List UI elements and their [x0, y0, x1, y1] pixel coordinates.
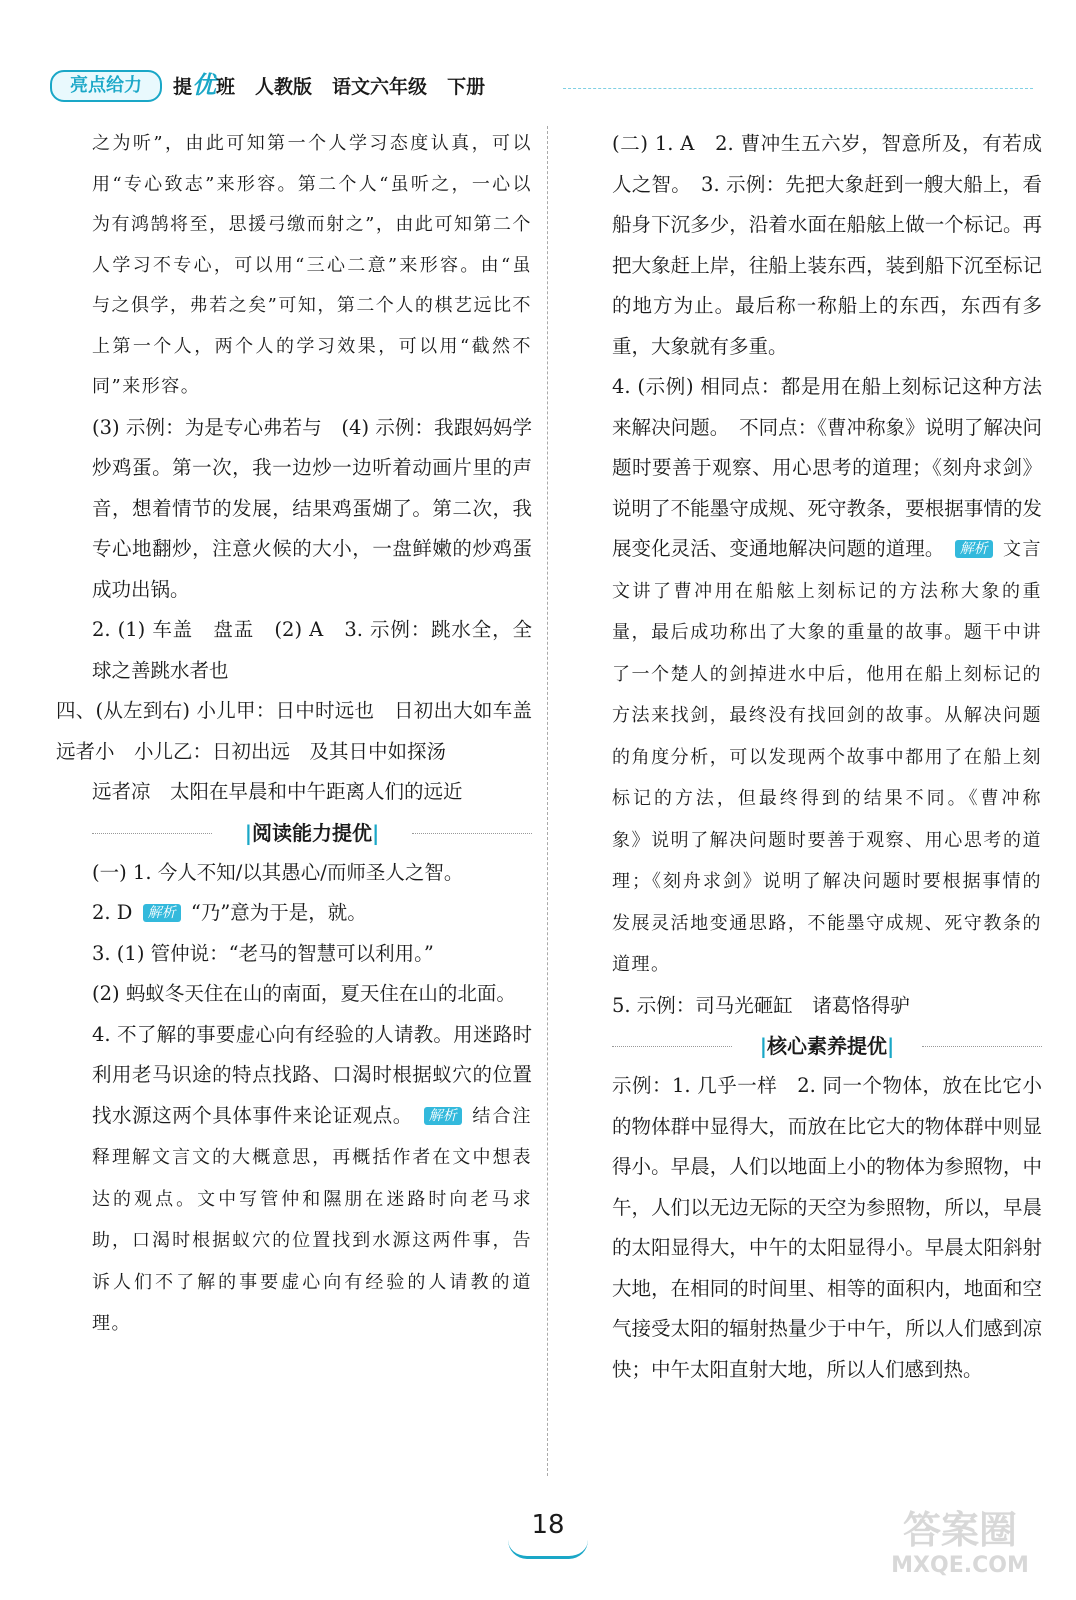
watermark-url: MXQE.COM	[891, 1553, 1029, 1578]
left-column	[56, 124, 552, 1345]
site-watermark	[870, 1508, 1050, 1588]
page-number: 18	[531, 1510, 565, 1540]
answer-paragraph	[92, 893, 532, 934]
volume-label: 下册	[447, 76, 486, 98]
right-column	[612, 124, 1042, 1390]
page-header	[48, 66, 1038, 106]
series-logo: 亮点给力	[50, 70, 162, 102]
analysis-tag: 解析	[143, 904, 181, 922]
analysis-text: “乃”意为于是，就。	[190, 901, 367, 924]
answer-text: 4. 不了解的事要虚心向有经验的人请教。用迷路时利用老马识途的特点找路、口渴时根据蚁穴的位置找水源这两个具体事件来论证观点。	[92, 1022, 532, 1127]
answer-paragraph	[612, 367, 1042, 986]
answer-paragraph: 5. 示例：司马光砸缸 诸葛恪得驴	[612, 993, 910, 1017]
answer-paragraph: 四、(从左到右) 小儿甲：日中时远也 日初出大如车盖 远者小 小儿乙：日初出远 及其日中如探汤	[56, 699, 552, 763]
column-divider	[547, 126, 548, 1476]
section-title: 核心素养提优	[767, 1034, 887, 1058]
analysis-tag: 解析	[424, 1107, 462, 1125]
brand-part-1: 提	[173, 76, 193, 98]
answer-paragraph: (3) 示例：为是专心弗若与 (4) 示例：我跟妈妈学炒鸡蛋。第一次，我一边炒一边听着动画片里的声音，想着情节的发展，结果鸡蛋煳了。第二次，我专心地翻炒，注意火候的大小，一盘鲜嫩的炒鸡蛋成功出锅。	[92, 415, 532, 601]
header-rule	[563, 88, 1033, 89]
analysis-tag: 解析	[955, 540, 993, 558]
brand-part-3: 班	[216, 76, 236, 98]
answer-paragraph: (二) 1. A 2. 曹冲生五六岁，智意所及，有若成人之智。 3. 示例：先把大象赶到一艘大船上，看船身下沉多少，沿着水面在船舷上做一个标记。再把大象赶上岸，往船上装东西，装到船下沉至标记的地方为止。最后称一称船上的东西，东西有多重，大象就有多重。	[612, 132, 1042, 358]
answer-text: 2. D	[92, 901, 133, 924]
answer-paragraph: 2. (1) 车盖 盘盂 (2) A 3. 示例：跳水全，全球之善跳水者也	[92, 618, 532, 682]
answer-paragraph: 示例：1. 几乎一样 2. 同一个物体，放在比它小的物体群中显得大，而放在比它大的物体群中则显得小。早晨，人们以地面上小的物体为参照物，中午，人们以无边无际的天空为参照物，所以，早晨的太阳显得大，中午的太阳显得小。早晨太阳斜射大地，在相同的时间里、相等的面积内，地面和空气接受太阳的辐射热量少于中午，所以人们感到凉快；中午太阳直射大地，所以人们感到热。	[612, 1074, 1042, 1381]
section-heading: |核心素养提优|	[612, 1026, 1042, 1066]
answer-paragraph	[92, 1015, 532, 1345]
answer-paragraph: 之为听”，由此可知第一个人学习态度认真，可以用“专心致志”来形容。第二个人“虽听之，一心以为有鸿鹄将至，思援弓缴而射之”，由此可知第二个人学习不专心，可以用“三心二意”来形容。由“虽与之俱学，弗若之矣”可知，第二个人的棋艺远比不上第一个人，两个人的学习效果，可以用“截然不同”来形容。	[92, 133, 532, 397]
brand-part-2: 优	[192, 71, 217, 99]
subject-label: 语文六年级	[332, 76, 428, 98]
page-number-decoration	[508, 1540, 588, 1559]
section-title: 阅读能力提优	[252, 820, 372, 845]
answer-text: 4. (示例) 相同点：都是用在船上刻标记这种方法来解决问题。 不同点：《曹冲称象》说明了解决问题时要善于观察、用心思考的道理；《刻舟求剑》说明了不能墨守成规、死守教条，要根据事情的发展变化灵活、变通地解决问题的道理。	[612, 375, 1042, 560]
answer-paragraph: (一) 1. 今人不知/以其愚心/而师圣人之智。	[92, 860, 464, 884]
analysis-text: 结合注释理解文言文的大概意思，再概括作者在文中想表达的观点。文中写管仲和隰朋在迷路时向老马求助，口渴时根据蚁穴的位置找到水源这两件事，告诉人们不了解的事要虚心向有经验的人请教的道理。	[92, 1105, 533, 1334]
answer-paragraph: (2) 蚂蚁冬天住在山的南面，夏天住在山的北面。	[92, 982, 516, 1005]
book-title	[173, 70, 485, 102]
watermark-logo-text: 答案圈	[902, 1508, 1017, 1552]
edition-label: 人教版	[255, 76, 313, 98]
answer-paragraph: 3. (1) 管仲说：“老马的智慧可以利用。”	[92, 941, 434, 965]
analysis-text: 文言文讲了曹冲用在船舷上刻标记的方法称大象的重量，最后成功称出了大象的重量的故事。题干中讲了一个楚人的剑掉进水中后，他用在船上刻标记的方法来找剑，最终没有找回剑的故事。从解决问题的角度分析，可以发现两个故事中都用了在船上刻标记的方法，但最终得到的结果不同。《曹冲称象》说明了解决问题时要善于观察、用心思考的道理；《刻舟求剑》说明了解决问题时要根据事情的发展灵活地变通思路，不能墨守成规、死守教条的道理。	[612, 539, 1043, 975]
answer-paragraph: 远者凉 太阳在早晨和中午距离人们的远近	[92, 780, 463, 803]
section-heading: |阅读能力提优|	[92, 813, 532, 853]
